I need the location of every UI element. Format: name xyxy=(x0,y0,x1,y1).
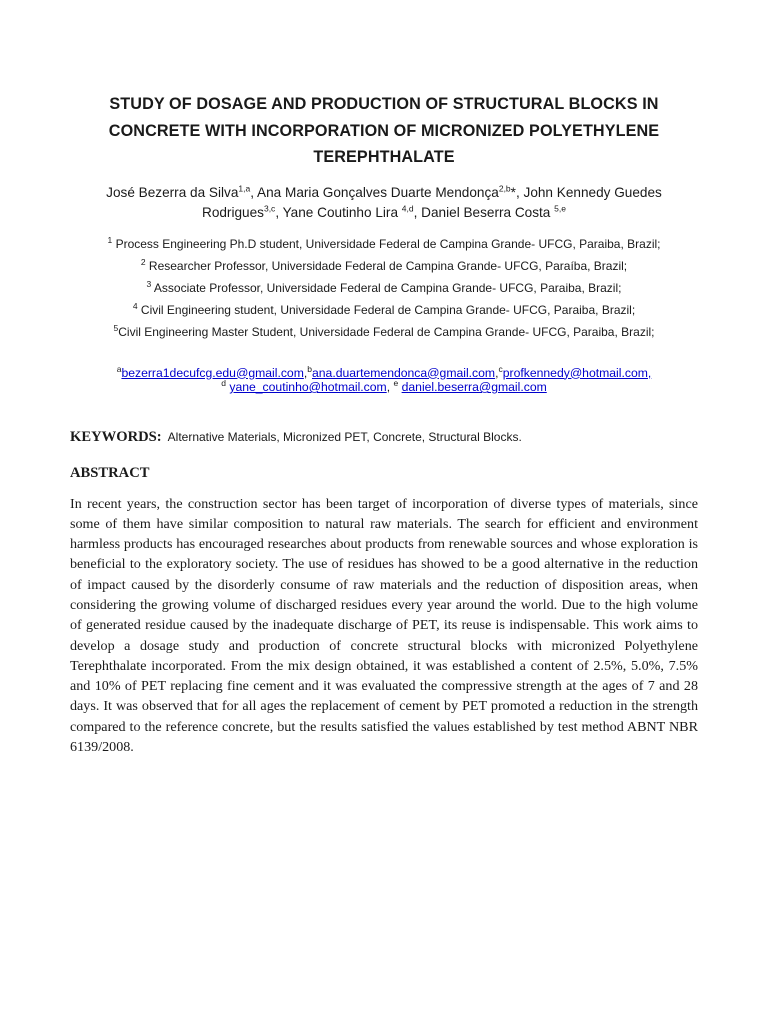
author-separator: , xyxy=(275,204,283,220)
affiliation-text: Researcher Professor, Universidade Federal de Campina Grande- UFCG, Paraíba, Brazil; xyxy=(148,258,628,273)
affiliation-text: Associate Professor, Universidade Federal de Campina Grande- UFCG, Paraiba, Brazil; xyxy=(153,280,622,295)
author-name: Ana Maria Gonçalves Duarte Mendonça xyxy=(257,184,499,200)
author-superscript: 4,d xyxy=(401,202,414,213)
author-name: John Kennedy Guedes Rodrigues xyxy=(202,184,662,220)
affiliation-item xyxy=(70,299,698,321)
email-line-2: $^d$ yane_coutinho@hotmail.com, $^e$ daniel.beserra@gmail.com xyxy=(221,377,547,395)
affiliation-item xyxy=(70,255,698,277)
email-letter: d xyxy=(221,377,226,388)
email-link-b[interactable]: ana.duartemendonca@gmail.com xyxy=(311,365,496,380)
author-separator: , xyxy=(413,204,422,220)
author-2 xyxy=(257,182,524,200)
email-letter: a xyxy=(116,363,122,374)
email-line-1: $^a$bezerra1decufcg.edu@gmail.com,$^b$ana.duartemendonca@gmail.com,$^c$profkennedy@hotmail.com, xyxy=(116,363,652,380)
affiliation-number: 4 xyxy=(132,301,138,312)
keywords-label: KEYWORDS xyxy=(70,428,157,445)
email-letter: c xyxy=(498,363,503,374)
author-separator: *, xyxy=(510,184,524,200)
affiliation-number: 5 xyxy=(113,323,119,334)
affiliation-number: 2 xyxy=(140,256,146,267)
author-4 xyxy=(282,202,422,220)
abstract-heading: ABSTRACT xyxy=(70,464,150,481)
email-link-a[interactable]: bezerra1decufcg.edu@gmail.com xyxy=(121,365,304,380)
keywords-colon: : xyxy=(156,428,162,445)
affiliation-number: 1 xyxy=(107,234,113,245)
affiliation-item xyxy=(70,277,698,299)
author-superscript: 2,b xyxy=(498,182,511,193)
email-letter: b xyxy=(307,363,312,374)
email-block xyxy=(70,363,698,395)
author-name: José Bezerra da Silva xyxy=(106,184,239,200)
author-superscript: 5,e xyxy=(554,202,566,213)
author-5 xyxy=(421,202,566,220)
keywords-text: Alternative Materials, Micronized PET, Concrete, Structural Blocks. xyxy=(167,429,522,444)
affiliation-text: Process Engineering Ph.D student, Universidade Federal de Campina Grande- UFCG, Paraiba, Brazil; xyxy=(115,236,661,251)
author-separator: , xyxy=(250,184,258,200)
affiliation-item xyxy=(70,321,698,343)
author-name: Daniel Beserra Costa xyxy=(421,204,551,220)
paper-title: STUDY OF DOSAGE AND PRODUCTION OF STRUCTURAL BLOCKS IN CONCRETE WITH INCORPORATION OF MICRONIZED POLYETHYLENE TEREPHTHALATE xyxy=(108,95,660,166)
affiliation-item xyxy=(70,233,698,255)
affiliation-list xyxy=(70,233,698,344)
affiliation-number: 3 xyxy=(146,278,152,289)
email-link-c[interactable]: profkennedy@hotmail.com, xyxy=(502,365,652,380)
author-superscript: 1,a xyxy=(238,182,251,193)
email-letter: e xyxy=(393,377,399,388)
author-1 xyxy=(106,182,258,200)
abstract-body: In recent years, the construction sector has been target of incorporation of diverse types of materials, since some of them have similar composition to natural raw materials. The search for efficient and environment harmless products has encouraged researches about products from renewable sources and whose exploration is beneficial to the exploratory society. The use of residues has showed to be a good alternative in the reduction of impact caused by the disorderly consume of raw materials and the reduction of disposition areas, when considering the growing volume of discharged residues every year around the world. Due to the high volume of generated residue caused by the inadequate discharge of PET, its reuse is indispensable. This work aims to develop a dosage study and production of concrete structural blocks with micronized Polyethylene Terephthalate incorporated. From the mix design obtained, it was established a content of 2.5%, 5.0%, 7.5% and 10% of PET replacing fine cement and it was evaluated the compressive strength at the ages of 7 and 28 days. It was observed that for all ages the replacement of cement by PET promoted a reduction in the strength compared to the reference concrete, but the results satisfied the values established by test method ABNT NBR 6139/2008. xyxy=(70,495,698,756)
author-list xyxy=(70,183,698,223)
author-name: Yane Coutinho Lira xyxy=(282,204,398,220)
affiliation-text: Civil Engineering student, Universidade Federal de Campina Grande- UFCG, Paraiba, Brazil; xyxy=(140,303,636,318)
author-superscript: 3,c xyxy=(263,202,276,213)
affiliation-text: Civil Engineering Master Student, Universidade Federal de Campina Grande- UFCG, Paraiba, Brazil; xyxy=(118,325,655,340)
email-link-e[interactable]: daniel.beserra@gmail.com xyxy=(401,380,547,395)
email-link-d[interactable]: yane_coutinho@hotmail.com xyxy=(229,380,387,395)
keywords-line xyxy=(70,429,698,446)
